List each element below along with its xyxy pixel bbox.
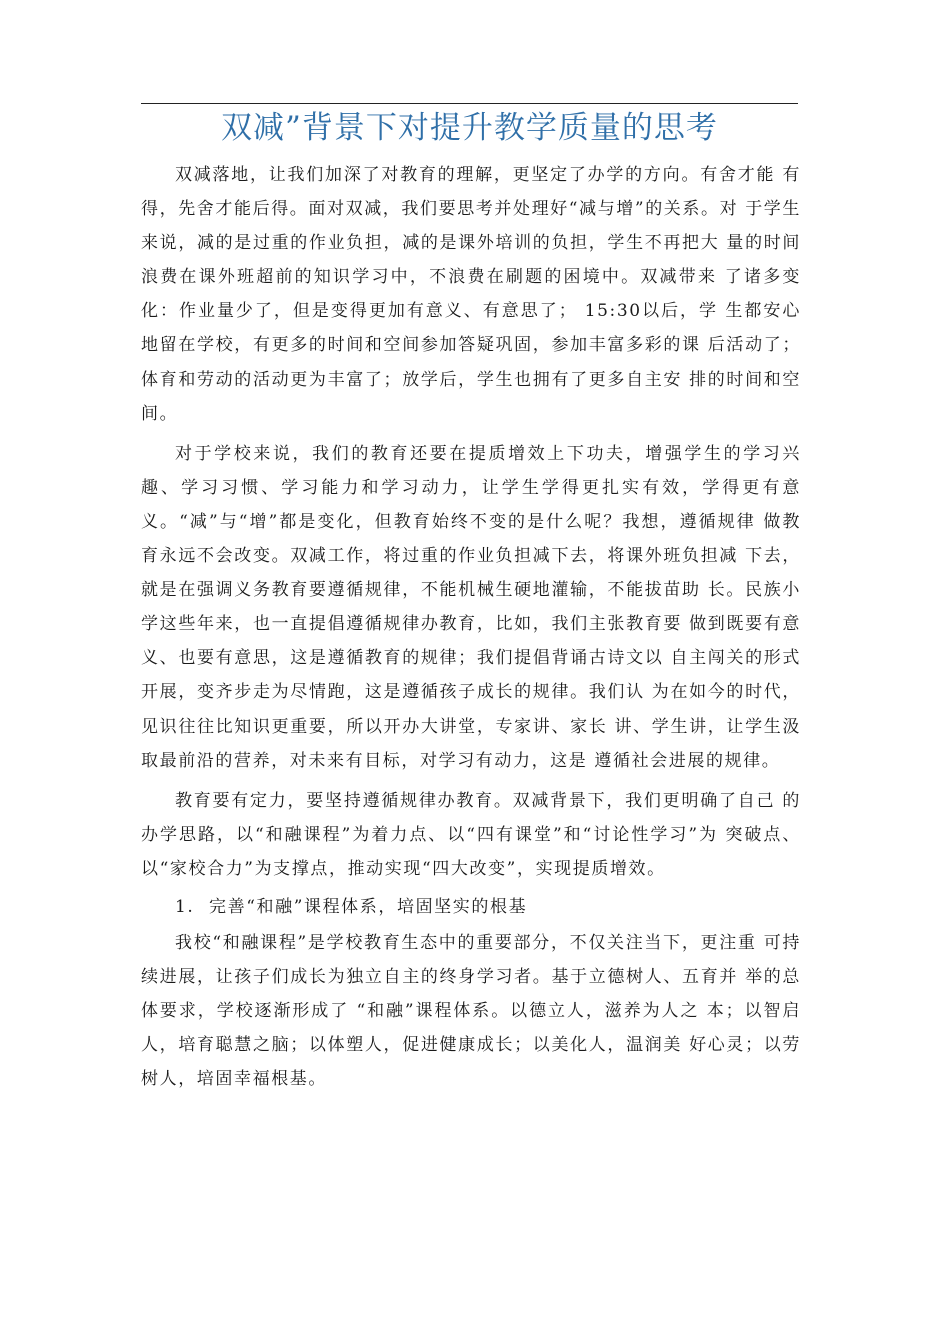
paragraph-4: 我校“和融课程”是学校教育生态中的重要部分，不仅关注当下，更注重 可持续进展，让孩子们成长为独立自主的终身学习者。基于立德树人、五育并 举的总体要求，学校逐渐形成了 “和融”课程体系。以德立人，滋养为人之 本；以智启人，培育聪慧之脑；以体塑人，促进健康成长；以美化人，温润美 好心灵；以劳树人，培固幸福根基。 — [141, 932, 801, 1090]
paragraph-2: 对于学校来说，我们的教育还要在提质增效上下功夫，增强学生的学习兴趣、学习习惯、学习能力和学习动力，让学生学得更扎实有效，学得更有意义。“减”与“增”都是变化，但教育始终不变的是什么呢？我想，遵循规律 做教育永远不会改变。双减工作，将过重的作业负担减下去，将课外班负担减 下去，就是在强调义务教育要遵循规律，不能机械生硬地灌输，不能拔苗助 长。民族小学这些年来，也一直提倡遵循规律办教育，比如，我们主张教育要 做到既要有意义、也要有意思，这是遵循教育的规律；我们提倡背诵古诗文以 自主闯关的形式开展，变齐步走为尽情跑，这是遵循孩子成长的规律。我们认 为在如今的时代，见识往往比知识更重要，所以开办大讲堂，专家讲、家长 讲、学生讲，让学生汲取最前沿的营养，对未来有目标，对学习有动力，这是 遵循社会进展的规律。 — [141, 443, 801, 771]
section-number: 1. — [175, 896, 195, 917]
header-rule — [141, 103, 798, 104]
paragraph-1: 双减落地，让我们加深了对教育的理解，更坚定了办学的方向。有舍才能 有得，先舍才能后得。面对双减，我们要思考并处理好“减与增”的关系。对 于学生来说，减的是过重的作业负担，减的是课外培训的负担，学生不再把大 量的时间浪费在课外班超前的知识学习中，不浪费在刷题的困境中。双减带来 了诸多变化：作业量少了，但是变得更加有意义、有意思了； 15:30以后，学 生都安心地留在学校，有更多的时间和空间参加答疑巩固，参加丰富多彩的课 后活动了；体育和劳动的活动更为丰富了；放学后，学生也拥有了更多自主安 排的时间和空间。 — [141, 165, 801, 424]
section-heading-text: 完善“和融”课程体系，培固坚实的根基 — [209, 896, 528, 917]
document-body — [141, 158, 801, 1096]
document-title: 双减”背景下对提升教学质量的思考 — [221, 110, 718, 146]
section-heading-1 — [141, 888, 801, 926]
paragraph-3: 教育要有定力，要坚持遵循规律办教育。双减背景下，我们更明确了自己 的办学思路，以“和融课程”为着力点、以“四有课堂”和“讨论性学习”为 突破点、以“家校合力”为支撑点，推动实现“四大改变”，实现提质增效。 — [141, 790, 801, 879]
